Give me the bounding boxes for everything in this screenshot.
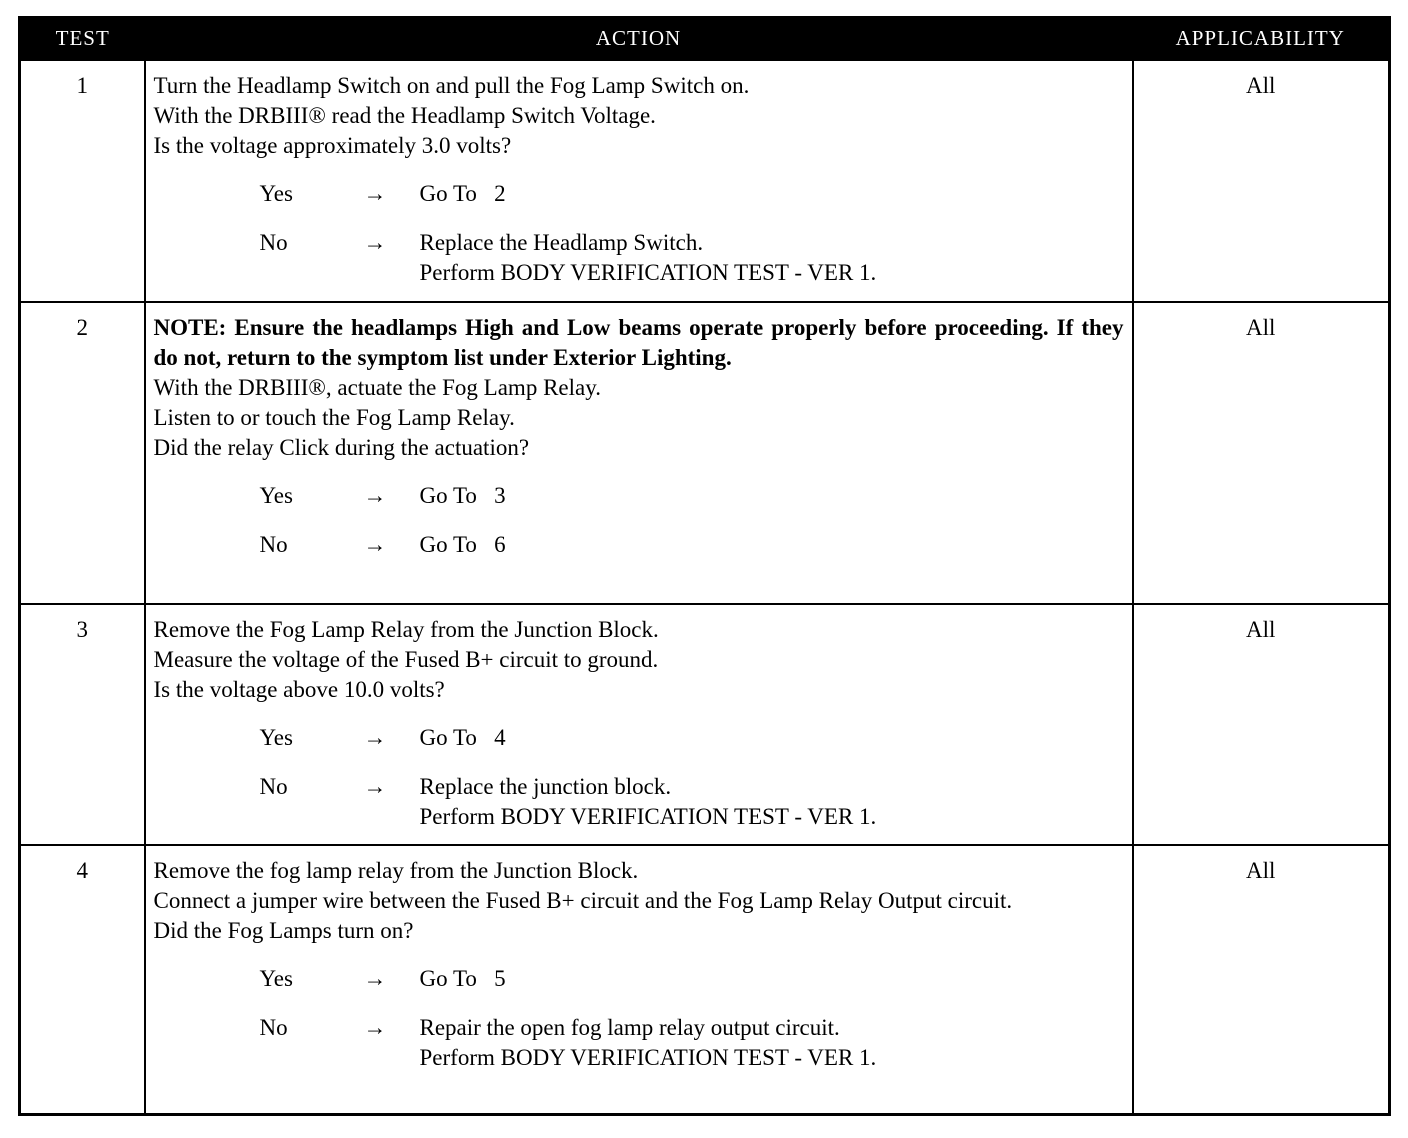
action-line: Remove the Fog Lamp Relay from the Junction Block. xyxy=(153,616,659,642)
no-result: Repair the open fog lamp relay output circuit. xyxy=(419,1014,840,1040)
yes-label: Yes xyxy=(259,180,293,206)
table-row xyxy=(20,604,1390,845)
no-result: Perform BODY VERIFICATION TEST - VER 1. xyxy=(419,803,877,829)
header-applicability: APPLICABILITY xyxy=(1133,18,1390,60)
yes-label: Yes xyxy=(259,482,293,508)
applicability-cell: All xyxy=(1133,302,1390,604)
action-line: Did the Fog Lamps turn on? xyxy=(153,917,414,943)
answer-block xyxy=(154,481,1124,560)
applicability-cell: All xyxy=(1133,60,1390,302)
note-text: NOTE: Ensure the headlamps High and Low beams operate properly before proceeding. If they do not, return to the symptom list under Exterior Lighting. xyxy=(153,314,1124,370)
action-line: Is the voltage above 10.0 volts? xyxy=(153,676,445,702)
applicability-cell: All xyxy=(1133,604,1390,845)
answer-block xyxy=(154,964,1124,1073)
arrow-right-icon: → xyxy=(363,482,387,508)
test-number: 2 xyxy=(20,302,145,604)
no-branch xyxy=(260,772,1124,832)
arrow-right-icon: → xyxy=(363,965,387,991)
action-line: With the DRBIII® read the Headlamp Switch Voltage. xyxy=(153,102,656,128)
answer-block xyxy=(154,723,1124,832)
arrow-right-icon: → xyxy=(363,229,387,255)
no-label: No xyxy=(259,531,288,557)
yes-result: Go To 3 xyxy=(419,482,506,508)
table-row xyxy=(20,60,1390,302)
action-cell xyxy=(145,60,1133,302)
yes-result: Go To 5 xyxy=(419,965,506,991)
yes-branch xyxy=(260,964,1124,994)
action-cell xyxy=(145,845,1133,1115)
no-label: No xyxy=(259,229,288,255)
answer-block xyxy=(154,179,1124,288)
yes-label: Yes xyxy=(259,965,293,991)
yes-result: Go To 2 xyxy=(419,180,506,206)
table-header-row xyxy=(20,18,1390,60)
arrow-right-icon: → xyxy=(363,724,387,750)
applicability-cell: All xyxy=(1133,845,1390,1115)
arrow-right-icon: → xyxy=(363,1014,387,1040)
action-cell xyxy=(145,604,1133,845)
no-result: Replace the Headlamp Switch. xyxy=(419,229,704,255)
yes-branch xyxy=(260,723,1124,753)
test-number: 1 xyxy=(20,60,145,302)
arrow-right-icon: → xyxy=(363,180,387,206)
test-number: 3 xyxy=(20,604,145,845)
no-result: Replace the junction block. xyxy=(419,773,672,799)
no-branch xyxy=(260,530,1124,560)
action-line: Remove the fog lamp relay from the Junction Block. xyxy=(153,857,639,883)
no-result: Perform BODY VERIFICATION TEST - VER 1. xyxy=(419,259,877,285)
yes-branch xyxy=(260,481,1124,511)
action-line: Measure the voltage of the Fused B+ circuit to ground. xyxy=(153,646,659,672)
action-line: Did the relay Click during the actuation? xyxy=(153,434,530,460)
no-label: No xyxy=(259,773,288,799)
action-line: Listen to or touch the Fog Lamp Relay. xyxy=(153,404,515,430)
action-cell xyxy=(145,302,1133,604)
yes-label: Yes xyxy=(259,724,293,750)
arrow-right-icon: → xyxy=(363,531,387,557)
test-number: 4 xyxy=(20,845,145,1115)
table-row xyxy=(20,302,1390,604)
arrow-right-icon: → xyxy=(363,773,387,799)
no-result: Go To 6 xyxy=(419,531,506,557)
no-result: Perform BODY VERIFICATION TEST - VER 1. xyxy=(419,1044,877,1070)
action-line: With the DRBIII®, actuate the Fog Lamp Relay. xyxy=(153,374,601,400)
no-branch xyxy=(260,228,1124,288)
action-line: Is the voltage approximately 3.0 volts? xyxy=(153,132,512,158)
yes-result: Go To 4 xyxy=(419,724,506,750)
header-action: ACTION xyxy=(145,18,1133,60)
action-line: Connect a jumper wire between the Fused B+ circuit and the Fog Lamp Relay Output circuit. xyxy=(153,887,1013,913)
action-line: Turn the Headlamp Switch on and pull the Fog Lamp Switch on. xyxy=(153,72,750,98)
yes-branch xyxy=(260,179,1124,209)
header-test: TEST xyxy=(20,18,145,60)
no-label: No xyxy=(259,1014,288,1040)
table-row xyxy=(20,845,1390,1115)
no-branch xyxy=(260,1013,1124,1073)
diagnostic-test-table xyxy=(18,16,1391,1116)
